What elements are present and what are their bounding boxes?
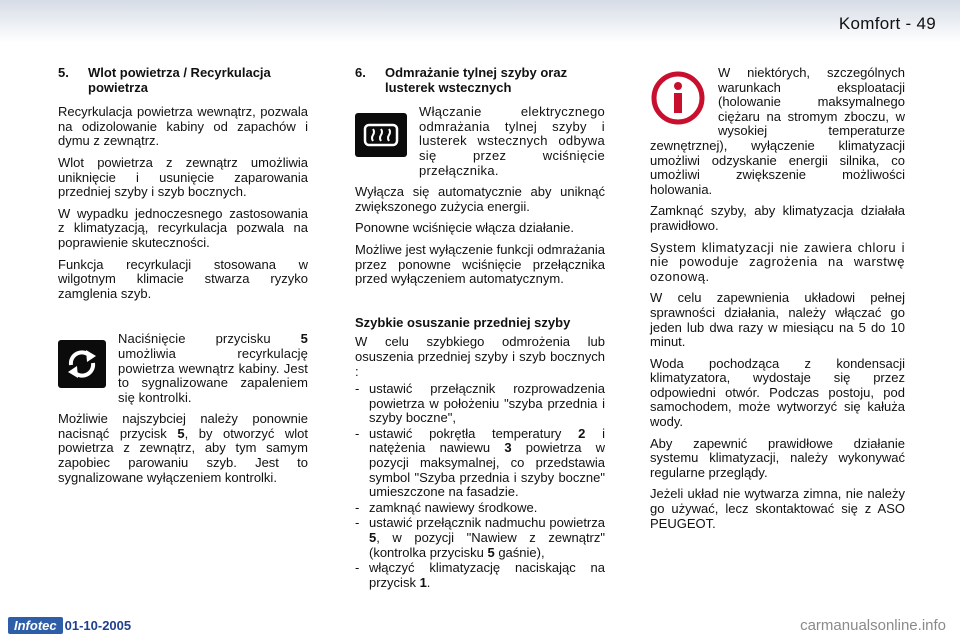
section-number: 5. <box>58 65 69 80</box>
paragraph: W wypadku jednoczesnego zastosowania z klimatyzacją, recyrkulacja pozwala na poprawienie skuteczności. <box>58 205 308 250</box>
recirculation-icon <box>58 340 106 388</box>
page-title: Komfort - 49 <box>838 14 936 33</box>
section-6-title <box>355 66 605 95</box>
watermark: carmanualsonline.info <box>800 617 946 634</box>
list-item: - włączyć klimatyzację naciskając na przycisk 1. <box>355 561 605 590</box>
quick-defrost-title: Szybkie osuszanie przedniej szyby <box>355 314 571 330</box>
paragraph: Aby zapewnić prawidłowe działanie systemu klimatyzacji, należy wykonywać regularne przeglądy. <box>650 435 905 480</box>
rear-defrost-icon <box>355 113 407 157</box>
paragraph-reset: Możliwie najszybciej należy ponownie nacisnąć przycisk 5, by otworzyć wlot powietrza z zewnątrz, aby tym samym zapobiec parowaniu szyb. Jest to sygnalizowane wyłączeniem kontrolki. <box>58 411 308 485</box>
footer <box>8 617 131 634</box>
list-item: - zamknąć nawiewy środkowe. <box>355 501 605 516</box>
section-title-text: Odmrażanie tylnej szyby oraz lusterek wstecznych <box>385 65 568 95</box>
defrost-lead: Włączanie elektrycznego odmrażania tylnej szyby i lusterek wstecznych odbywa się przez wciśnięcie przełącznika. <box>419 104 605 178</box>
paragraph: Funkcja recyrkulacji stosowana w wilgotnym klimacie stwarza ryzyko zamglenia szyb. <box>58 256 308 301</box>
middle-column <box>355 66 605 591</box>
button-instruction: Naciśnięcie przycisku 5 umożliwia recyrkulację powietrza wewnątrz kabiny. Jest to sygnalizowane zapaleniem się kontrolki. <box>118 331 308 405</box>
right-column <box>650 66 905 538</box>
left-column <box>58 66 308 492</box>
section-number: 6. <box>355 65 366 80</box>
list-item: - ustawić pokrętła temperatury 2 i natężenia nawiewu 3 powietrza w pozycji maksymalnej, co przedstawia symbol "Szyba przednia i szyby boczne" umieszczone na fasadzie. <box>355 427 605 500</box>
header-band <box>0 0 960 43</box>
paragraph: Woda pochodząca z kondensacji klimatyzatora, wydostaje się przez odpowiedni otwór. Podczas postoju, pod samochodem, może wytworzyć się kałuża wody. <box>650 355 905 430</box>
quick-defrost-intro: W celu szybkiego odmrożenia lub osuszenia przedniej szyby i szyb bocznych : <box>355 334 605 379</box>
section-5-title <box>58 66 308 95</box>
section-title-text: Wlot powietrza / Recyrkulacja powietrza <box>88 65 271 95</box>
paragraph: Ponowne wciśnięcie włącza działanie. <box>355 220 574 236</box>
paragraph: Wlot powietrza z zewnątrz umożliwia uniknięcie i usunięcie zaparowania przedniej szyby i szyb bocznych. <box>58 154 308 200</box>
info-lead: W niektórych, szczególnych warunkach eksploatacji (holowanie maksymalnego ciężaru na stromym zboczu, w wysokiej temperaturze zewnętrznej), wyłączenie klimatyzacji umożliwi odzyskanie energii silnika, co umożliwi zwiększenie możliwości holowania. <box>650 65 905 197</box>
info-icon <box>650 70 706 126</box>
page-header <box>0 0 960 45</box>
paragraph: Wyłącza się automatycznie aby uniknąć zwiększonego zużycia energii. <box>355 184 605 214</box>
paragraph: Jeżeli układ nie wytwarza zimna, nie należy go używać, lecz skontaktować się z ASO PEUGEOT. <box>650 486 905 531</box>
paragraph: Możliwe jest wyłączenie funkcji odmrażania przez ponowne wciśnięcie przełącznika przed wyłączeniem automatycznym. <box>355 241 605 287</box>
quick-defrost-steps <box>355 382 605 590</box>
list-item: - ustawić przełącznik rozprowadzenia powietrza w położeniu "szyba przednia i szyby boczne", <box>355 382 605 426</box>
infotec-logo: Infotec <box>8 617 63 634</box>
paragraph: W celu zapewnienia układowi pełnej sprawności działania, należy włączać go jeden lub dwa razy w miesiącu na 5 do 10 minut. <box>650 290 905 350</box>
paragraph: Zamknąć szyby, aby klimatyzacja działała prawidłowo. <box>650 203 905 233</box>
footer-date: 01-10-2005 <box>64 618 132 633</box>
paragraph: System klimatyzacji nie zawiera chloru i nie powoduje zagrożenia na warstwę ozonową. <box>650 239 905 284</box>
list-item: - ustawić przełącznik nadmuchu powietrza 5, w pozycji "Nawiew z zewnątrz" (kontrolka przycisku 5 gaśnie), <box>355 516 605 560</box>
paragraph: Recyrkulacja powietrza wewnątrz, pozwala na odizolowanie kabiny od zapachów i dymu z zewnątrz. <box>58 104 308 149</box>
